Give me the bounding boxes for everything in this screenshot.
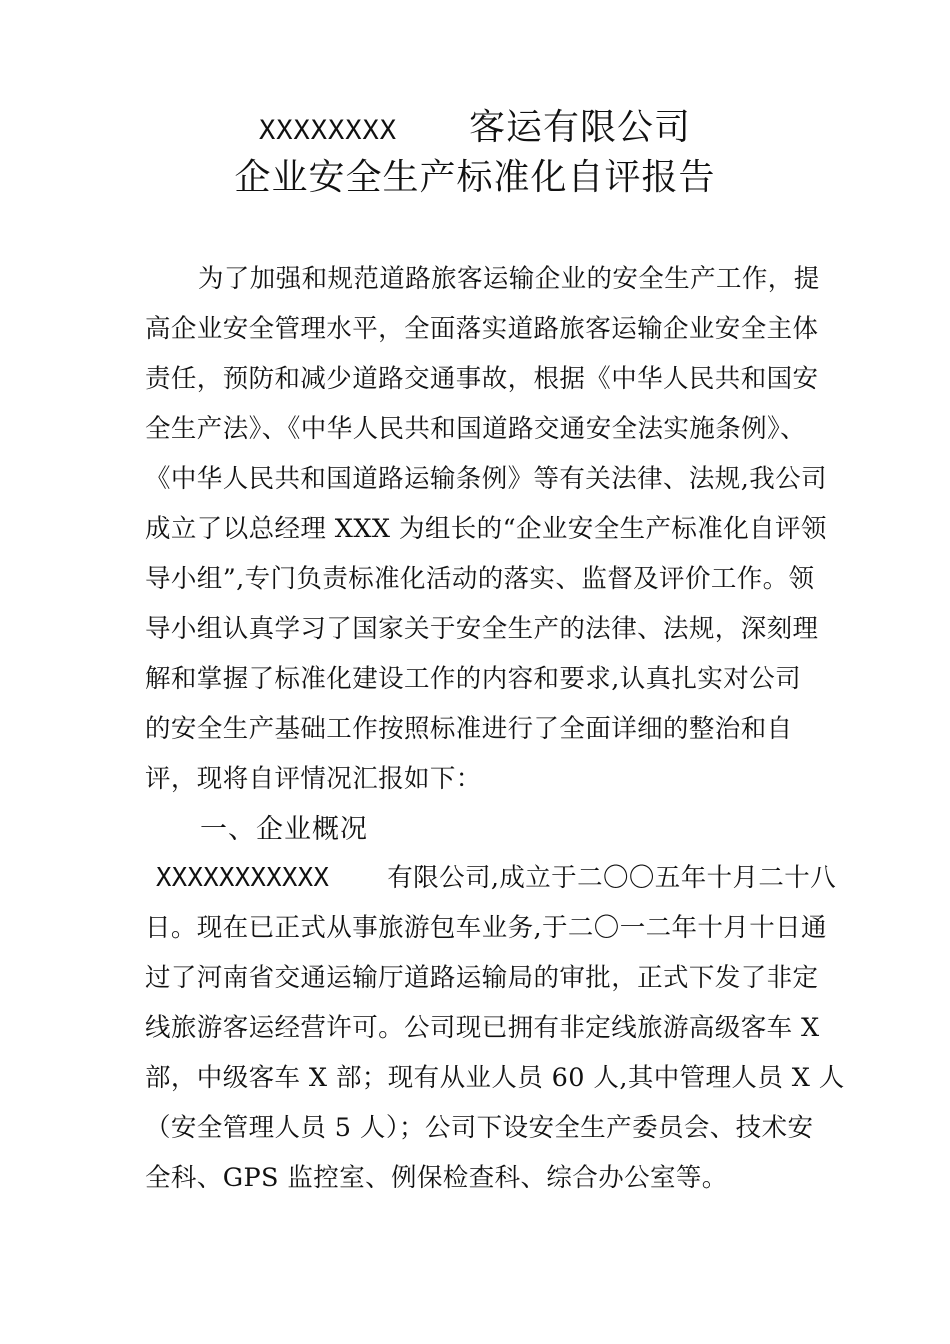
intro-line-2: 高企业安全管理水平，全面落实道路旅客运输企业安全主体 bbox=[145, 314, 819, 344]
section1-line-2: 日。现在已正式从事旅游包车业务,于二〇一二年十月十日通 bbox=[145, 913, 827, 943]
intro-line-5: 《中华人民共和国道路运输条例》等有关法律、法规,我公司 bbox=[145, 464, 827, 494]
intro-line-6: 成立了以总经理 XXX 为组长的“企业安全生产标准化自评领 bbox=[145, 514, 827, 544]
section1-line-6: （安全管理人员 5 人）；公司下设安全生产委员会、技术安 bbox=[145, 1113, 814, 1143]
intro-line-3: 责任，预防和减少道路交通事故，根据《中华人民共和国安 bbox=[145, 364, 819, 394]
company-code: XXXXXXXX bbox=[258, 115, 398, 146]
intro-line-9: 解和掌握了标准化建设工作的内容和要求,认真扎实对公司 bbox=[145, 664, 802, 694]
section1-first-line-rest: 有限公司,成立于二〇〇五年十月二十八 bbox=[387, 863, 837, 893]
company-suffix: 客运有限公司 bbox=[469, 107, 692, 148]
section1-line-7: 全科、GPS 监控室、例保检查科、综合办公室等。 bbox=[145, 1163, 728, 1193]
section1-company-code: XXXXXXXXXXX bbox=[156, 863, 330, 893]
report-title: 企业安全生产标准化自评报告 bbox=[234, 157, 716, 198]
company-title bbox=[0, 106, 950, 153]
intro-line-11: 评，现将自评情况汇报如下： bbox=[145, 764, 482, 794]
section1-line-1 bbox=[156, 863, 837, 893]
intro-line-7: 导小组”,专门负责标准化活动的落实、监督及评价工作。领 bbox=[145, 564, 815, 594]
intro-line-1: 为了加强和规范道路旅客运输企业的安全生产工作，提 bbox=[198, 264, 820, 294]
section-heading: 一、企业概况 bbox=[200, 814, 368, 845]
section1-line-5: 部，中级客车 X 部；现有从业人员 60 人,其中管理人员 X 人 bbox=[145, 1063, 845, 1093]
intro-line-10: 的安全生产基础工作按照标准进行了全面详细的整治和自 bbox=[145, 714, 793, 744]
section1-line-3: 过了河南省交通运输厅道路运输局的审批，正式下发了非定 bbox=[145, 963, 819, 993]
section1-line-4: 线旅游客运经营许可。公司现已拥有非定线旅游高级客车 X bbox=[145, 1013, 820, 1043]
intro-line-4: 全生产法》、《中华人民共和国道路交通安全法实施条例》、 bbox=[145, 414, 807, 444]
intro-line-8: 导小组认真学习了国家关于安全生产的法律、法规，深刻理 bbox=[145, 614, 819, 644]
